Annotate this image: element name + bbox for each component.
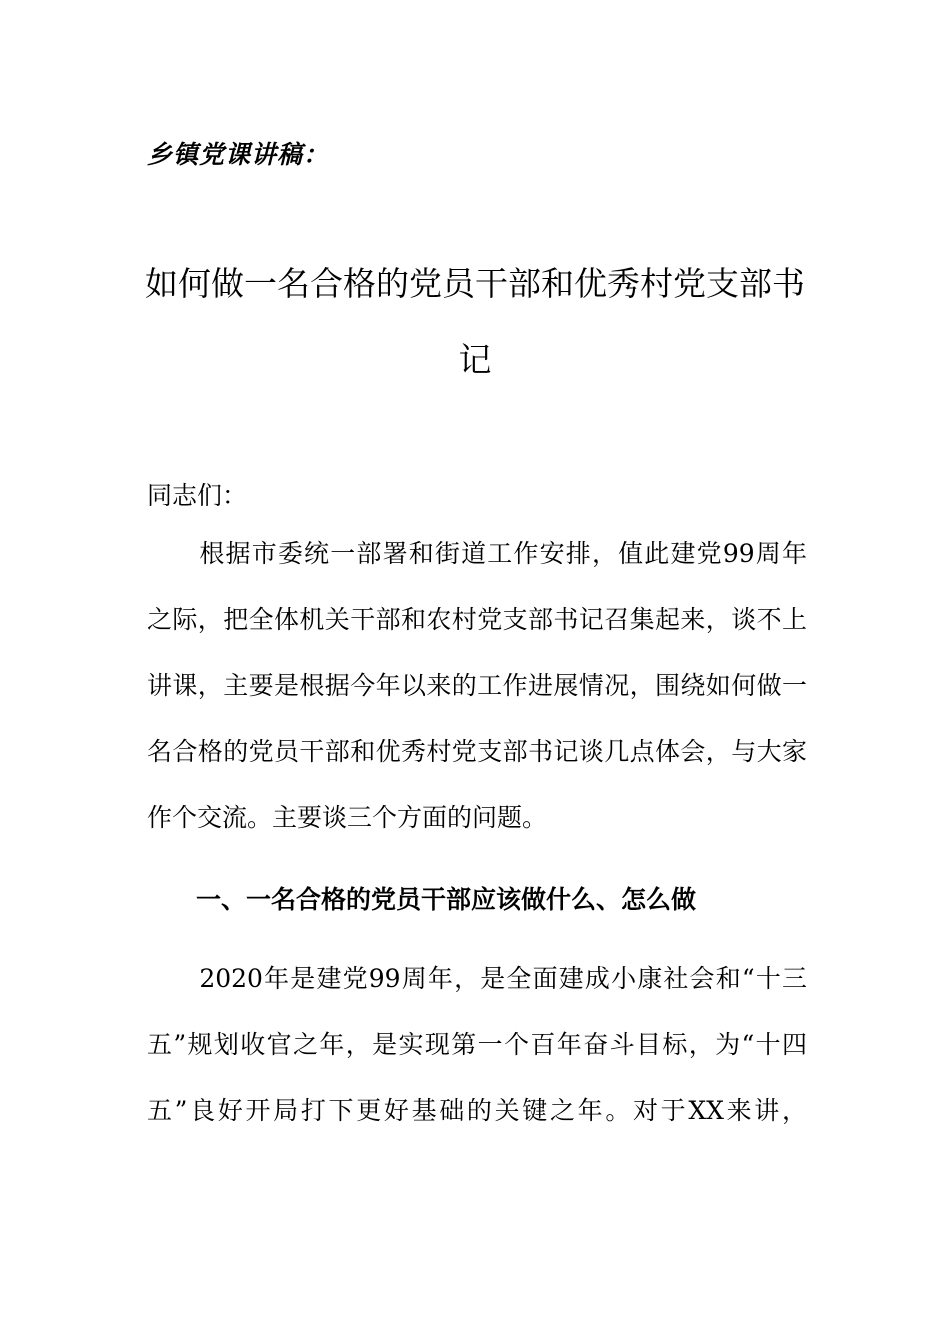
- section-heading: 一、一名合格的党员干部应该做什么、怎么做: [196, 885, 697, 914]
- section-line-2: 五”规划收官之年，是实现第一个百年奋斗目标，为“十四: [147, 1030, 807, 1059]
- document-kicker: 乡镇党课讲稿：: [147, 140, 330, 169]
- intro-line-3: 讲课，主要是根据今年以来的工作进展情况，围绕如何做一: [147, 671, 807, 700]
- intro-line-4: 名合格的党员干部和优秀村党支部书记谈几点体会，与大家: [147, 737, 807, 766]
- salutation: 同志们：: [147, 481, 248, 510]
- intro-line-2: 之际，把全体机关干部和农村党支部书记召集起来，谈不上: [147, 605, 807, 634]
- document-title-line-2: 记: [458, 340, 492, 379]
- intro-line-1: 根据市委统一部署和街道工作安排，值此建党99周年: [147, 539, 807, 568]
- intro-line-5: 作个交流。主要谈三个方面的问题。: [147, 803, 548, 832]
- document-title-line-1: 如何做一名合格的党员干部和优秀村党支部书: [145, 264, 805, 303]
- section-line-3: 五”良好开局打下更好基础的关键之年。对于XX来讲，: [147, 1096, 807, 1125]
- section-line-1: 2020年是建党99周年，是全面建成小康社会和“十三: [147, 964, 807, 993]
